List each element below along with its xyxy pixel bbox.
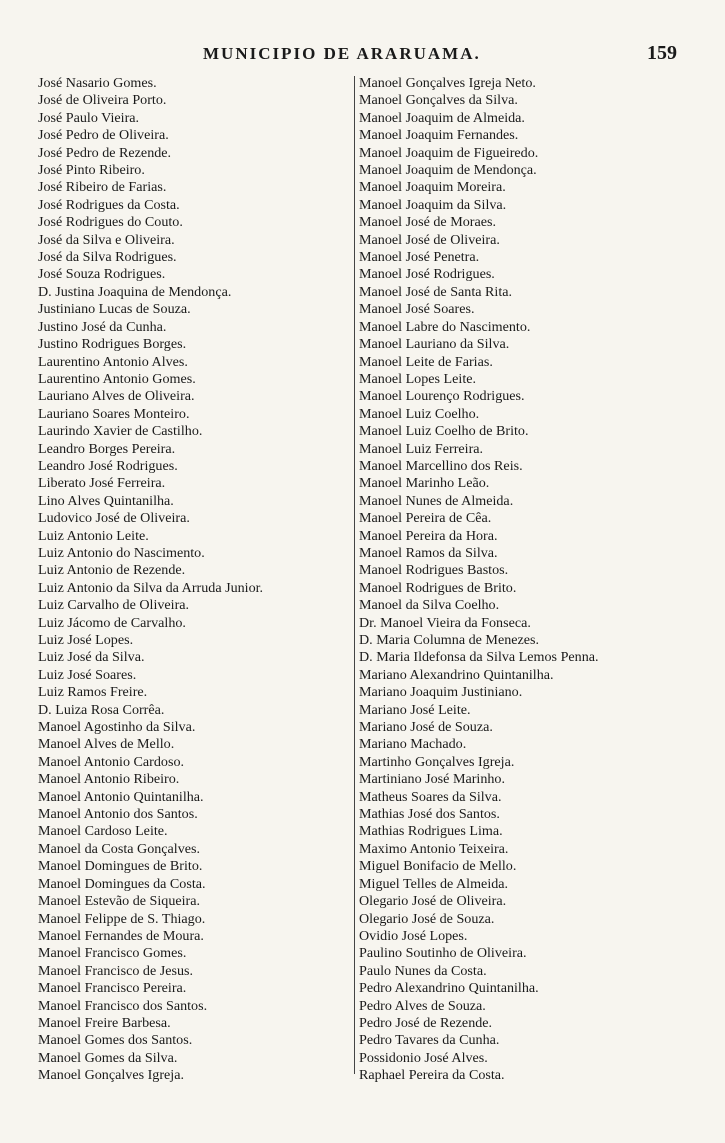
name-entry: Manoel da Costa Gonçalves. [38, 840, 201, 857]
name-entry: Manoel Francisco Gomes. [38, 945, 187, 962]
name-entry: Martinho Gonçalves Igreja. [359, 753, 515, 770]
name-entry: Manoel José Rodrigues. [359, 266, 495, 283]
name-entry: Manoel José de Santa Rita. [359, 283, 513, 300]
right-name-column [359, 75, 599, 1085]
name-entry: Manoel Estevão de Siqueira. [38, 893, 201, 910]
name-entry: José Pedro de Rezende. [38, 144, 172, 161]
name-entry: Manoel Rodrigues de Brito. [359, 579, 517, 596]
name-entry: Manoel Luiz Ferreira. [359, 440, 484, 457]
name-entry: Mariano José de Souza. [359, 719, 493, 736]
name-entry: Laurentino Antonio Gomes. [38, 370, 196, 387]
name-entry: José Rodrigues do Couto. [38, 214, 183, 231]
name-entry: José Souza Rodrigues. [38, 266, 166, 283]
name-entry: Paulino Soutinho de Oliveira. [359, 945, 527, 962]
name-entry: Manoel Freire Barbesa. [38, 1014, 171, 1031]
name-entry: Raphael Pereira da Costa. [359, 1067, 505, 1084]
name-entry: Manoel Lourenço Rodrigues. [359, 388, 525, 405]
name-entry: Mariano Machado. [359, 736, 467, 753]
name-entry: José Nasario Gomes. [38, 75, 157, 91]
name-entry: Miguel Telles de Almeida. [359, 875, 509, 892]
name-entry: Manoel Antonio Cardoso. [38, 753, 185, 770]
name-entry: Manoel José Penetra. [359, 249, 480, 266]
name-entry: Luiz Antonio da Silva da Arruda Junior. [38, 579, 264, 596]
name-entry: Manoel Fernandes de Moura. [38, 927, 204, 944]
name-entry: Manoel Lauriano da Silva. [359, 336, 510, 353]
name-entry: Olegario José de Oliveira. [359, 893, 507, 910]
name-entry: Manoel Leite de Farias. [359, 353, 493, 370]
name-entry: Manoel Gonçalves Igreja Neto. [359, 75, 536, 91]
name-entry: Dr. Manoel Vieira da Fonseca. [359, 614, 531, 631]
name-entry: Luiz Jácomo de Carvalho. [38, 614, 186, 631]
name-entry: Mariano Joaquim Justiniano. [359, 684, 523, 701]
name-entry: Luiz José Soares. [38, 666, 137, 683]
name-entry: Lauriano Soares Monteiro. [38, 405, 190, 422]
name-entry: José Rodrigues da Costa. [38, 196, 180, 213]
name-entry: Manoel Francisco de Jesus. [38, 962, 193, 979]
name-entry: Manoel Alves de Mello. [38, 736, 175, 753]
name-entry: Manoel Ramos da Silva. [359, 544, 498, 561]
name-entry: Laurindo Xavier de Castilho. [38, 423, 203, 440]
name-entry: José Pinto Ribeiro. [38, 162, 145, 179]
name-entry: Olegario José de Souza. [359, 910, 495, 927]
name-entry: Lino Alves Quintanilha. [38, 492, 174, 509]
name-entry: Leandro José Rodrigues. [38, 457, 178, 474]
name-entry: Lauriano Alves de Oliveira. [38, 388, 195, 405]
name-entry: Luiz Ramos Freire. [38, 684, 148, 701]
name-entry: José Pedro de Oliveira. [38, 127, 169, 144]
name-entry: Manoel Gonçalves da Silva. [359, 92, 518, 109]
name-entry: Justiniano Lucas de Souza. [38, 301, 191, 318]
name-entry: Manoel Antonio dos Santos. [38, 806, 198, 823]
name-entry: Pedro José de Rezende. [359, 1014, 493, 1031]
name-entry: Pedro Alves de Souza. [359, 997, 486, 1014]
name-entry: D. Luiza Rosa Corrêa. [38, 701, 165, 718]
name-entry: Manoel Gonçalves Igreja. [38, 1067, 184, 1084]
name-entry: Manoel Luiz Coelho de Brito. [359, 423, 529, 440]
name-entry: Luiz Antonio Leite. [38, 527, 149, 544]
name-entry: D. Justina Joaquina de Mendonça. [38, 283, 232, 300]
name-entry: Luiz Antonio do Nascimento. [38, 544, 205, 561]
name-entry: Manoel José de Oliveira. [359, 231, 500, 248]
name-entry: Maximo Antonio Teixeira. [359, 840, 509, 857]
name-entry: Manoel Gomes da Silva. [38, 1049, 178, 1066]
name-entry: D. Maria Columna de Menezes. [359, 632, 540, 648]
name-entry: Martiniano José Marinho. [359, 771, 506, 788]
name-entry: Miguel Bonifacio de Mello. [359, 858, 517, 875]
name-entry: Manoel Joaquim de Figueiredo. [359, 144, 539, 161]
name-entry: Manoel Labre do Nascimento. [359, 318, 531, 335]
name-entry: Manoel da Silva Coelho. [359, 597, 500, 614]
name-entry: Luiz Carvalho de Oliveira. [38, 597, 190, 614]
name-entry: Pedro Alexandrino Quintanilha. [359, 980, 539, 997]
name-entry: Manoel Luiz Coelho. [359, 405, 480, 422]
name-entry: Manoel José Soares. [359, 301, 475, 318]
name-entry: Manoel Rodrigues Bastos. [359, 562, 509, 579]
name-entry: Manoel Gomes dos Santos. [38, 1032, 193, 1049]
name-entry: Luiz Antonio de Rezende. [38, 562, 186, 579]
name-entry: Manoel Joaquim Fernandes. [359, 127, 519, 144]
name-entry: Manoel Marinho Leão. [359, 475, 490, 492]
name-entry: Manoel Joaquim de Almeida. [359, 109, 525, 126]
name-entry: Ludovico José de Oliveira. [38, 510, 190, 527]
name-entry: Manoel Francisco Pereira. [38, 980, 187, 997]
name-entry: Manoel Marcellino dos Reis. [359, 457, 523, 474]
name-entry: Mathias Rodrigues Lima. [359, 823, 503, 840]
name-entry: Manoel Joaquim de Mendonça. [359, 162, 537, 179]
name-entry: Ovidio José Lopes. [359, 927, 468, 944]
page-header-title: MUNICIPIO DE ARARUAMA. [203, 44, 481, 63]
name-entry: Manoel Domingues da Costa. [38, 875, 206, 892]
name-entry: Liberato José Ferreira. [38, 475, 166, 492]
name-entry: Manoel José de Moraes. [359, 214, 496, 231]
page-number: 159 [647, 42, 677, 64]
name-entry: Manoel Nunes de Almeida. [359, 492, 514, 509]
name-entry: José Ribeiro de Farias. [38, 179, 167, 196]
name-entry: Laurentino Antonio Alves. [38, 353, 188, 370]
name-entry: Manoel Francisco dos Santos. [38, 997, 208, 1014]
name-entry: Pedro Tavares da Cunha. [359, 1032, 500, 1049]
name-entry: Luiz José da Silva. [38, 649, 145, 666]
name-entry: Leandro Borges Pereira. [38, 440, 176, 457]
name-entry: Manoel Cardoso Leite. [38, 823, 168, 840]
left-name-column [38, 75, 263, 1085]
name-entry: Manoel Agostinho da Silva. [38, 719, 196, 736]
name-entry: Mathias José dos Santos. [359, 806, 500, 823]
name-entry: Justino Rodrigues Borges. [38, 336, 187, 353]
name-entry: José da Silva e Oliveira. [38, 231, 175, 248]
name-entry: José da Silva Rodrigues. [38, 249, 177, 266]
name-entry: Manoel Domingues de Brito. [38, 858, 203, 875]
name-entry: Manoel Felippe de S. Thiago. [38, 910, 206, 927]
name-entry: Manoel Lopes Leite. [359, 370, 477, 387]
name-entry: Manoel Joaquim Moreira. [359, 179, 506, 196]
name-entry: Paulo Nunes da Costa. [359, 962, 487, 979]
name-entry: Manoel Pereira de Cêa. [359, 510, 492, 527]
name-entry: Manoel Antonio Ribeiro. [38, 771, 180, 788]
name-entry: Manoel Pereira da Hora. [359, 527, 498, 544]
name-entry: Luiz José Lopes. [38, 632, 134, 648]
name-entry: José Paulo Vieira. [38, 109, 140, 126]
name-entry: Justino José da Cunha. [38, 318, 167, 335]
column-divider [354, 76, 355, 1074]
name-entry: D. Maria Ildefonsa da Silva Lemos Penna. [359, 649, 599, 666]
name-entry: José de Oliveira Porto. [38, 92, 167, 109]
name-entry: Manoel Antonio Quintanilha. [38, 788, 204, 805]
name-entry: Mariano Alexandrino Quintanilha. [359, 666, 554, 683]
name-entry: Possidonio José Alves. [359, 1049, 488, 1066]
name-entry: Matheus Soares da Silva. [359, 788, 502, 805]
name-entry: Manoel Joaquim da Silva. [359, 196, 507, 213]
name-entry: Mariano José Leite. [359, 701, 471, 718]
